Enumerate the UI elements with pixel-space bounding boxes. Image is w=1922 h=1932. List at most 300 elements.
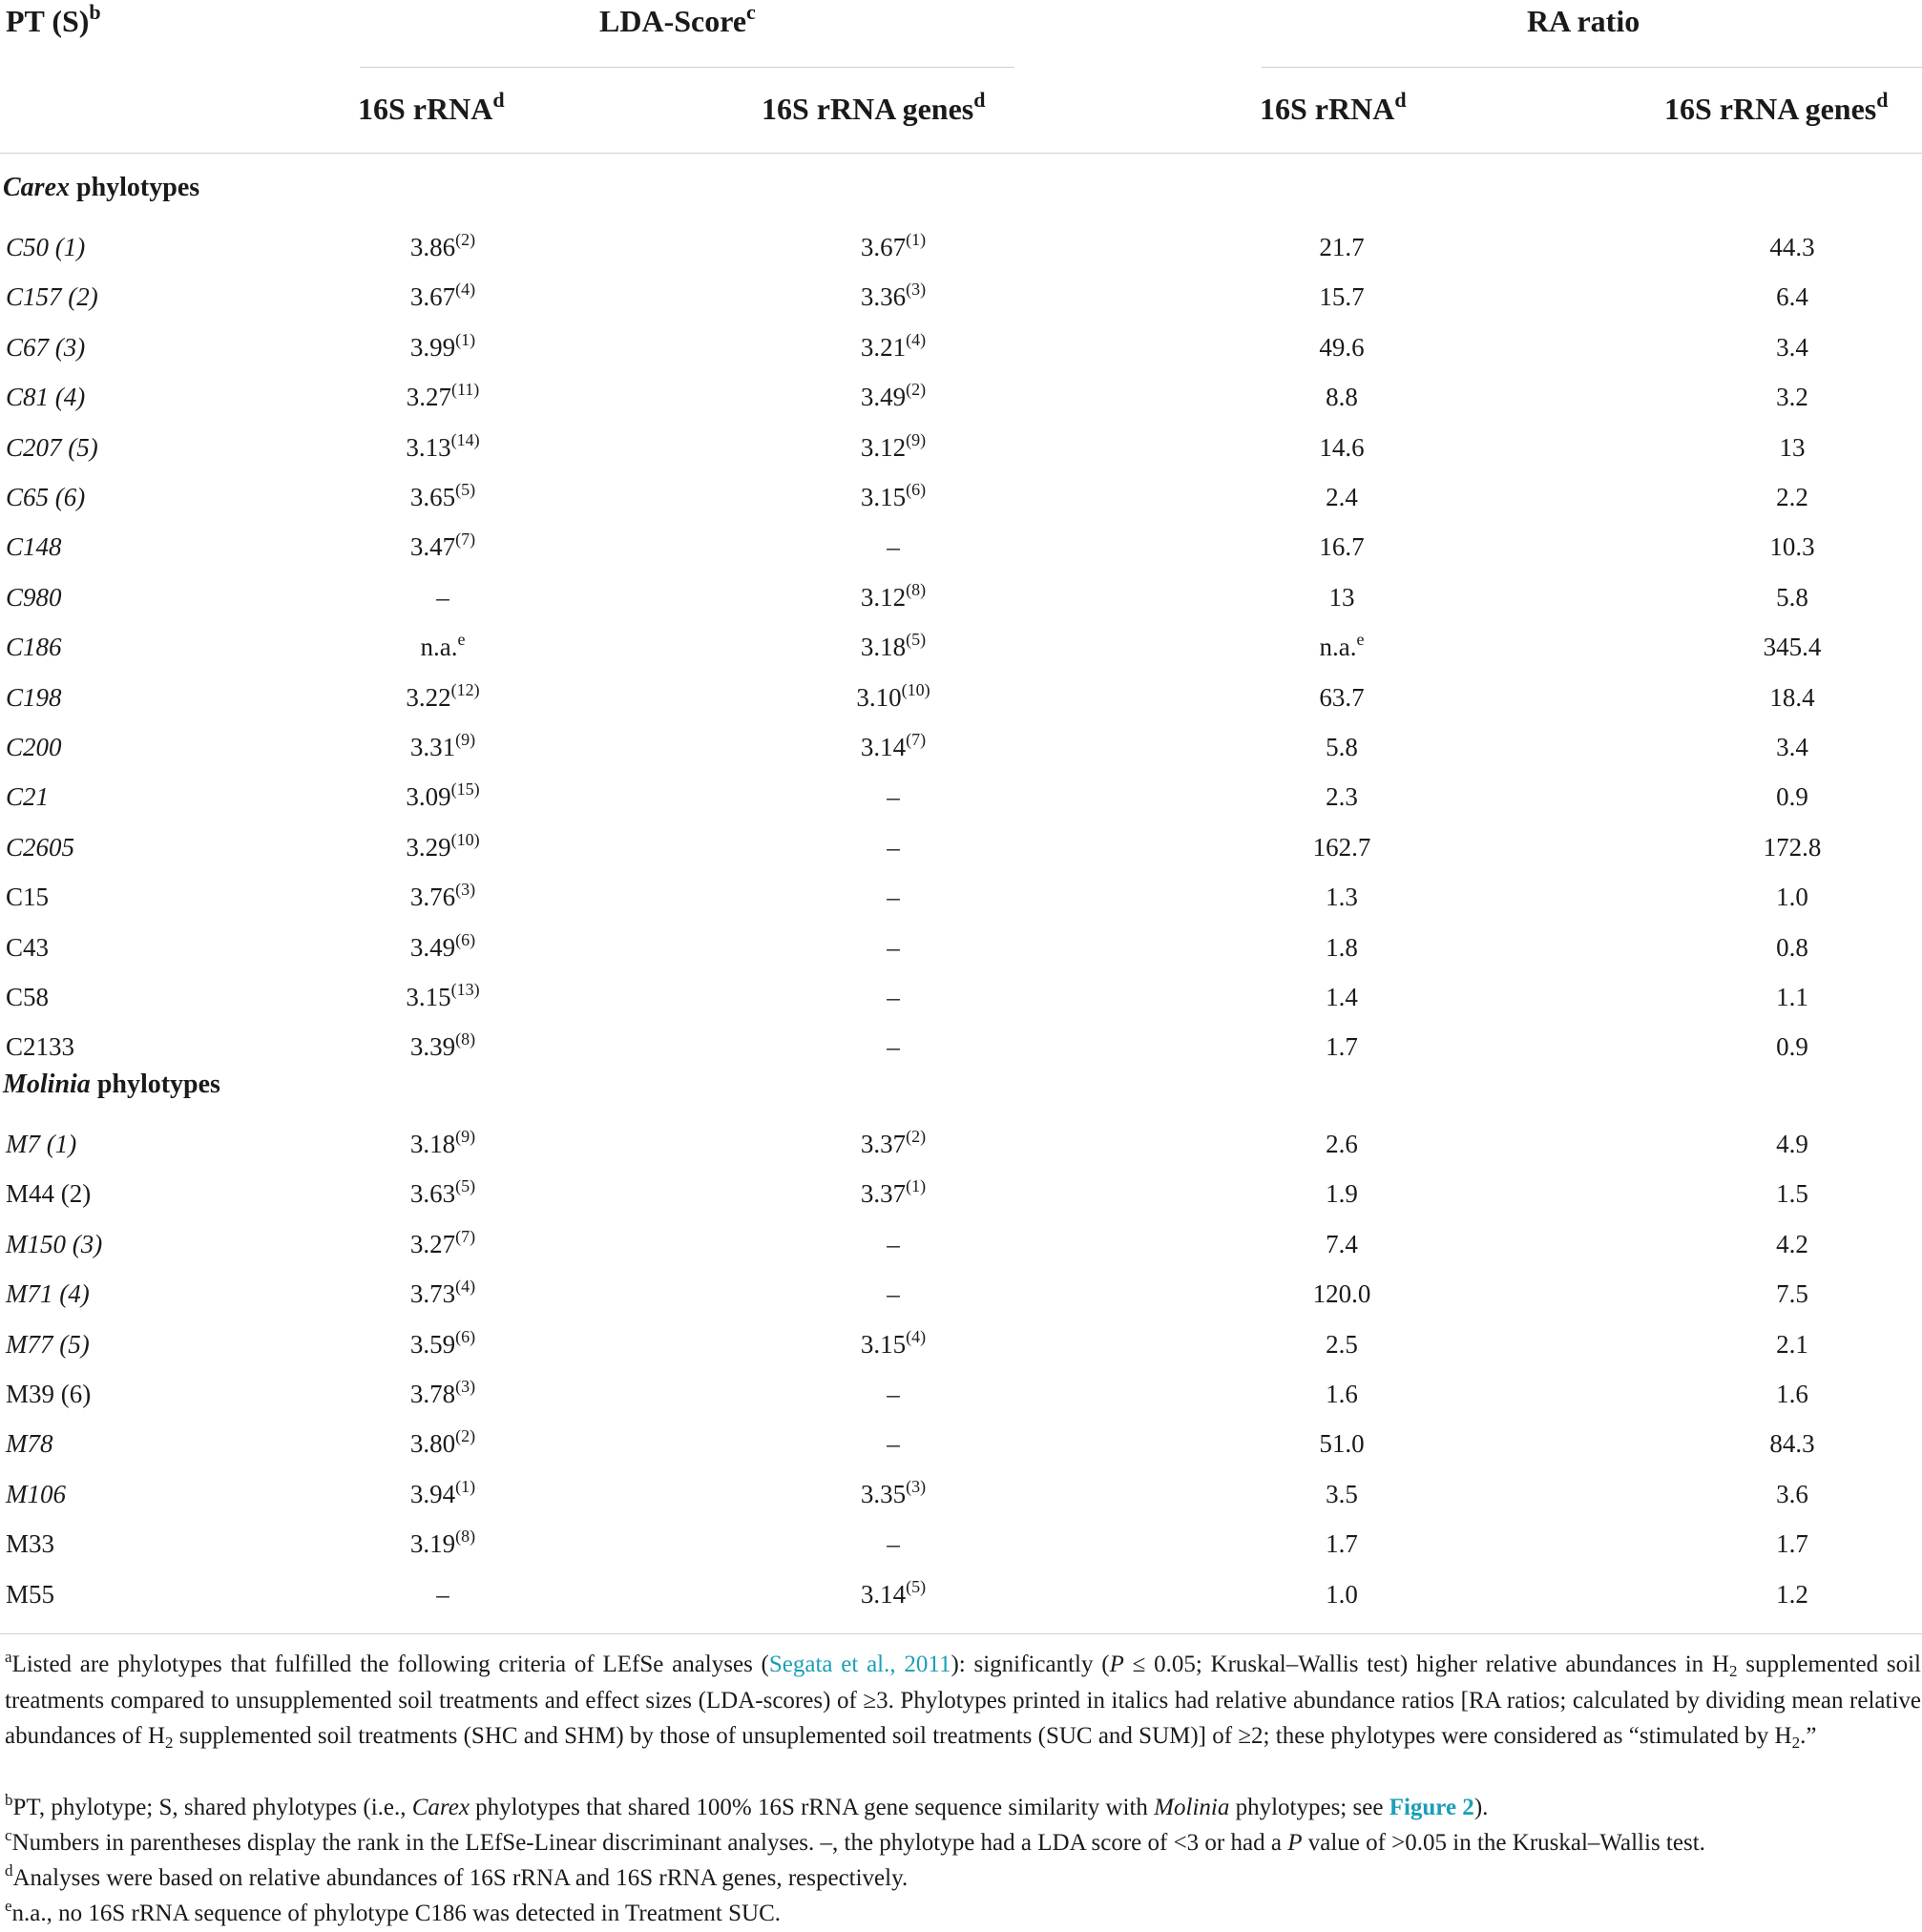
subheader-lda-genes-sup: d: [973, 88, 986, 112]
header-ra-label: RA ratio: [1527, 4, 1640, 38]
ra-genes-cell: [1776, 1219, 1808, 1269]
lda-rrna-cell: [410, 1319, 475, 1369]
ra-rrna-cell: [1319, 522, 1364, 571]
lda-rrna-cell: [407, 372, 480, 422]
ra-genes-value: 7.5: [1776, 1279, 1808, 1309]
lda-rrna-rank: (5): [455, 480, 476, 499]
lda-rrna-cell: [410, 222, 475, 272]
lda-rrna-value: 3.76: [409, 883, 456, 912]
lda-genes-cell: [861, 222, 926, 272]
lda-genes-value: –: [887, 782, 900, 812]
phylotype-name: M78: [6, 1429, 53, 1459]
table-row: [0, 1269, 1922, 1319]
header-lda-group: [599, 0, 756, 39]
lda-rrna-rank: (13): [450, 980, 480, 999]
lda-genes-cell: [861, 1119, 926, 1169]
footnote-a-text: supplemented soil treatments compared to unsupplemented soil treatments and effect sizes (LDA-scores) of ≥3. Phylotypes printed in italics had relative abundance ratios [RA ratios; calculated by dividing mean relative abundances of H: [5, 1652, 1921, 1749]
ra-genes-value: 18.4: [1769, 682, 1815, 712]
ra-genes-value: 0.9: [1776, 782, 1808, 812]
phylotype-name: C58: [6, 983, 50, 1011]
footnote-a-text: Listed are phylotypes that fulfilled the following criteria of LEfSe analyses (: [11, 1652, 769, 1677]
lda-rrna-value: 3.47: [409, 532, 456, 562]
lda-genes-rank: (2): [906, 380, 927, 400]
table-row: [0, 522, 1922, 571]
lda-rrna-value: 3.65: [409, 483, 456, 511]
section-genus: Carex: [3, 173, 70, 202]
lda-rrna-cell: [410, 1369, 475, 1419]
footnote-d-mark: d: [5, 1861, 13, 1880]
phylotype-name: M39 (6): [6, 1380, 92, 1408]
ra-rrna-value: 2.6: [1326, 1130, 1358, 1158]
lda-rrna-rank: (15): [450, 779, 480, 800]
lda-rrna-rank: (4): [455, 1277, 476, 1297]
subheader-ra-genes-label: 16S rRNA genes: [1664, 92, 1877, 126]
ra-rrna-value: 1.3: [1326, 883, 1358, 912]
subheader-ra-genes-sup: d: [1876, 88, 1889, 112]
ra-genes-cell: [1776, 1319, 1808, 1369]
subheader-lda-rrna: [358, 88, 505, 127]
subheader-lda-genes: [762, 88, 986, 127]
lda-genes-rank: (2): [906, 1127, 927, 1146]
lda-genes-value: 3.21: [860, 332, 907, 362]
lda-rrna-rank: (2): [455, 1426, 476, 1446]
lda-rrna-rank: (8): [455, 1527, 476, 1547]
lda-genes-cell: [861, 322, 926, 372]
ra-rrna-cell: [1326, 1119, 1358, 1169]
ra-rrna-value: 3.5: [1326, 1479, 1358, 1508]
table-row: [0, 1469, 1922, 1519]
citation-link[interactable]: Segata et al., 2011: [768, 1652, 951, 1677]
table-row: [0, 972, 1922, 1022]
footnote-b-mark: b: [5, 1791, 13, 1809]
ra-rrna-cell: [1326, 1569, 1358, 1619]
ra-genes-cell: [1776, 572, 1808, 622]
header-pt-label: PT (S): [6, 4, 90, 38]
ra-rrna-cell: [1326, 1319, 1358, 1369]
table-row: [0, 622, 1922, 672]
ra-genes-value: 345.4: [1763, 633, 1822, 662]
lda-rrna-rank: (11): [450, 380, 480, 400]
footnote-b: [5, 1790, 1921, 1826]
lda-rrna-value: 3.22: [406, 682, 451, 712]
lda-group-rule: [360, 67, 1014, 68]
section-heading: [3, 1070, 220, 1100]
table-bottom-rule: [0, 1633, 1922, 1634]
lda-rrna-rank: (2): [455, 230, 476, 249]
lda-genes-value: –: [887, 983, 900, 1011]
ra-genes-cell: [1764, 822, 1822, 872]
ra-genes-value: 2.1: [1776, 1329, 1808, 1359]
lda-genes-rank: (9): [906, 429, 927, 449]
lda-rrna-rank: (1): [455, 1476, 476, 1496]
lda-genes-cell: [861, 423, 926, 472]
phylotype-name: M77 (5): [6, 1329, 90, 1359]
lda-genes-value: 3.49: [860, 383, 907, 412]
lda-rrna-cell: [410, 1219, 475, 1269]
figure-link[interactable]: Figure 2: [1389, 1795, 1474, 1820]
lda-genes-cell: [887, 1519, 900, 1568]
lda-genes-value: 3.15: [860, 483, 907, 511]
ra-genes-cell: [1776, 1269, 1808, 1319]
ra-genes-cell: [1769, 673, 1814, 722]
lda-genes-rank: (3): [906, 1476, 927, 1496]
lda-rrna-cell: [410, 1469, 475, 1519]
lda-rrna-cell: [410, 872, 475, 922]
lda-genes-rank: (8): [906, 579, 927, 599]
footnote-a: [5, 1647, 1921, 1755]
phylotype-name: C81 (4): [6, 383, 86, 412]
ra-genes-cell: [1776, 1022, 1808, 1071]
ra-rrna-value: 13: [1328, 582, 1355, 612]
phylotype-name: C15: [6, 883, 50, 912]
ra-genes-cell: [1776, 1469, 1808, 1519]
ra-group-rule: [1262, 67, 1922, 68]
ra-genes-value: 4.2: [1776, 1229, 1808, 1258]
lda-rrna-value: 3.27: [406, 383, 451, 412]
lda-rrna-rank: (4): [455, 280, 476, 300]
footnote-e: [5, 1896, 1921, 1932]
section-genus: Molinia: [3, 1070, 91, 1099]
ra-rrna-cell: [1319, 673, 1364, 722]
header-bottom-rule: [0, 153, 1922, 154]
footnote-a-text: ): significantly (: [951, 1652, 1110, 1677]
ra-rrna-value: 1.4: [1326, 983, 1358, 1011]
lda-genes-cell: [887, 822, 900, 872]
lda-genes-rank: (7): [906, 730, 927, 749]
phylotype-name: M71 (4): [6, 1279, 90, 1309]
lda-rrna-cell: [410, 722, 475, 772]
lda-rrna-rank: (10): [450, 829, 480, 849]
ra-genes-cell: [1776, 872, 1808, 922]
ra-genes-value: 6.4: [1776, 282, 1808, 312]
footnote-b-text: phylotypes; see: [1229, 1795, 1389, 1820]
table-row: [0, 472, 1922, 522]
lda-genes-value: –: [887, 1380, 900, 1408]
table-row: [0, 1519, 1922, 1568]
table-row: [0, 923, 1922, 972]
ra-genes-cell: [1769, 222, 1814, 272]
ra-genes-value: 1.0: [1776, 883, 1808, 912]
table-row: [0, 272, 1922, 322]
table-row: [0, 772, 1922, 821]
lda-rrna-value: 3.73: [409, 1279, 456, 1309]
phylotype-name: M106: [6, 1479, 66, 1508]
footnote-e-mark: e: [5, 1897, 12, 1915]
table-row: [0, 872, 1922, 922]
ra-rrna-value: 2.4: [1326, 483, 1358, 511]
table-row: [0, 822, 1922, 872]
footnote-b-text: PT, phylotype; S, shared phylotypes (i.e.,: [12, 1795, 412, 1820]
lda-genes-value: 3.18: [860, 633, 907, 662]
ra-genes-value: 1.5: [1776, 1179, 1808, 1209]
ra-rrna-value: 8.8: [1326, 383, 1358, 412]
ra-genes-cell: [1776, 372, 1808, 422]
footnote-b-italic: Carex: [411, 1795, 470, 1820]
ra-genes-cell: [1776, 1519, 1808, 1568]
lda-genes-value: 3.37: [860, 1179, 907, 1209]
lda-rrna-value: 3.31: [409, 733, 456, 761]
ra-rrna-cell: [1326, 722, 1358, 772]
lda-genes-rank: (5): [906, 1576, 927, 1596]
lda-genes-rank: (1): [906, 230, 927, 249]
footnote-a-subscript: 2: [1728, 1662, 1738, 1680]
lda-rrna-cell: [410, 272, 475, 322]
ra-rrna-cell: [1319, 423, 1364, 472]
ra-genes-cell: [1776, 1569, 1808, 1619]
ra-rrna-value: 49.6: [1319, 332, 1365, 362]
ra-genes-value: 1.2: [1776, 1579, 1808, 1609]
lda-rrna-value: 3.86: [409, 233, 456, 261]
section-suffix: phylotypes: [90, 1070, 220, 1099]
header-lda-label: LDA-Score: [599, 4, 747, 38]
lda-genes-cell: [861, 472, 926, 522]
ra-rrna-value: 1.7: [1326, 1032, 1358, 1062]
ra-rrna-cell: [1326, 1022, 1358, 1071]
lda-rrna-value: 3.18: [409, 1130, 456, 1158]
phylotype-name: C43: [6, 932, 50, 962]
lda-rrna-value: 3.94: [409, 1479, 456, 1508]
lda-rrna-cell: [410, 923, 475, 972]
lda-genes-rank: (4): [906, 329, 927, 349]
ra-rrna-value: 16.7: [1319, 532, 1365, 562]
table-row: [0, 1169, 1922, 1218]
lda-rrna-cell: [421, 622, 466, 672]
ra-rrna-value: 14.6: [1319, 432, 1365, 462]
subheader-ra-rrna-label: 16S rRNA: [1260, 92, 1395, 126]
phylotype-name: M55: [6, 1579, 55, 1609]
lda-rrna-value: 3.59: [409, 1329, 456, 1359]
footnote-a-mark: a: [5, 1648, 12, 1666]
lda-rrna-rank: (7): [455, 530, 476, 550]
lda-rrna-cell: [406, 822, 479, 872]
phylotype-name: C2133: [6, 1032, 75, 1062]
table-row: [0, 1419, 1922, 1468]
ra-rrna-cell: [1319, 222, 1364, 272]
lda-genes-value: –: [887, 1279, 900, 1309]
ra-genes-value: 3.2: [1776, 383, 1808, 412]
ra-genes-cell: [1769, 522, 1814, 571]
ra-rrna-value: 51.0: [1319, 1429, 1365, 1459]
table-row: [0, 1022, 1922, 1071]
ra-rrna-value: 1.0: [1326, 1579, 1358, 1609]
lda-rrna-rank: (12): [450, 679, 480, 699]
lda-rrna-cell: [410, 1419, 475, 1468]
subheader-ra-rrna: [1260, 88, 1407, 127]
table-row: [0, 1369, 1922, 1419]
lda-rrna-value: 3.29: [406, 832, 451, 862]
phylotype-name: C157 (2): [6, 282, 98, 312]
lda-genes-value: –: [887, 532, 900, 562]
ra-rrna-cell: [1313, 822, 1371, 872]
ra-rrna-cell: [1320, 622, 1365, 672]
header-ra-group: [1527, 4, 1640, 39]
lda-genes-value: 3.14: [860, 733, 907, 761]
phylotype-name: C67 (3): [6, 332, 86, 362]
ra-rrna-cell: [1326, 472, 1358, 522]
ra-genes-value: 13: [1779, 432, 1806, 462]
ra-genes-cell: [1776, 923, 1808, 972]
lda-genes-value: –: [887, 1429, 900, 1459]
lda-genes-cell: [856, 673, 930, 722]
table-row: [0, 1219, 1922, 1269]
ra-rrna-value: 1.8: [1326, 932, 1358, 962]
lda-rrna-value: 3.80: [409, 1429, 456, 1459]
lda-rrna-value: 3.19: [409, 1529, 456, 1559]
lda-genes-cell: [887, 1369, 900, 1419]
ra-rrna-cell: [1329, 572, 1355, 622]
lda-rrna-rank: (8): [455, 1029, 476, 1049]
lda-genes-cell: [887, 872, 900, 922]
ra-genes-cell: [1776, 272, 1808, 322]
lda-genes-cell: [861, 372, 926, 422]
ra-rrna-value: 2.5: [1326, 1329, 1358, 1359]
lda-rrna-cell: [406, 772, 479, 821]
footnote-b-italic: Molinia: [1154, 1795, 1230, 1820]
lda-genes-cell: [887, 522, 900, 571]
lda-rrna-rank: e: [457, 630, 466, 650]
lda-rrna-cell: [410, 522, 475, 571]
lda-genes-value: 3.14: [860, 1579, 907, 1609]
ra-genes-value: 44.3: [1769, 233, 1815, 261]
lda-rrna-rank: (7): [455, 1226, 476, 1246]
lda-genes-value: 3.67: [860, 233, 907, 261]
footnote-e-text: n.a., no 16S rRNA sequence of phylotype C186 was detected in Treatment SUC.: [11, 1901, 782, 1926]
lda-rrna-cell: [406, 423, 479, 472]
lda-rrna-cell: [410, 1519, 475, 1568]
phylotype-name: C980: [6, 582, 62, 612]
header-pt: [6, 0, 101, 39]
lda-genes-rank: (4): [906, 1326, 927, 1346]
table-row: [0, 372, 1922, 422]
ra-genes-value: 1.6: [1776, 1380, 1808, 1408]
ra-rrna-value: 15.7: [1319, 282, 1365, 312]
lda-genes-value: 3.12: [860, 432, 907, 462]
lda-genes-cell: [887, 1219, 900, 1269]
lda-rrna-rank: (6): [455, 929, 476, 949]
table-row: [0, 322, 1922, 372]
lda-genes-cell: [887, 772, 900, 821]
lda-genes-rank: (3): [906, 280, 927, 300]
phylotype-name: C207 (5): [6, 432, 98, 462]
lda-rrna-cell: [436, 572, 449, 622]
ra-genes-cell: [1764, 622, 1822, 672]
lda-rrna-value: 3.09: [406, 782, 451, 812]
footnote-b-text: phylotypes that shared 100% 16S rRNA gene sequence similarity with: [469, 1795, 1155, 1820]
lda-genes-rank: (5): [906, 630, 927, 650]
lda-genes-cell: [861, 1569, 926, 1619]
ra-genes-cell: [1780, 423, 1806, 472]
lda-genes-value: –: [887, 883, 900, 912]
ra-genes-cell: [1776, 1169, 1808, 1218]
lda-genes-value: 3.36: [860, 282, 907, 312]
ra-genes-value: 3.4: [1776, 733, 1808, 761]
subheader-lda-rrna-label: 16S rRNA: [358, 92, 493, 126]
ra-rrna-value: 21.7: [1319, 233, 1365, 261]
lda-rrna-value: 3.15: [406, 983, 451, 1011]
phylotype-name: C50 (1): [6, 233, 86, 261]
ra-genes-cell: [1776, 772, 1808, 821]
ra-genes-value: 2.2: [1776, 483, 1808, 511]
lda-rrna-value: 3.78: [409, 1380, 456, 1408]
lda-rrna-rank: (14): [450, 429, 480, 449]
lda-rrna-cell: [410, 322, 475, 372]
ra-genes-value: 10.3: [1769, 532, 1815, 562]
ra-rrna-cell: [1326, 1219, 1358, 1269]
ra-genes-value: 3.6: [1776, 1479, 1808, 1508]
phylotype-name: C2605: [6, 832, 75, 862]
subheader-ra-genes: [1664, 88, 1889, 127]
ra-genes-cell: [1776, 972, 1808, 1022]
footnote-c: [5, 1825, 1921, 1861]
lda-genes-cell: [861, 622, 926, 672]
section-suffix: phylotypes: [70, 173, 200, 202]
ra-genes-cell: [1776, 472, 1808, 522]
footnote-d: [5, 1860, 1921, 1897]
lda-genes-cell: [861, 1169, 926, 1218]
lda-rrna-cell: [410, 472, 475, 522]
lda-rrna-value: 3.13: [406, 432, 451, 462]
lda-rrna-cell: [410, 1022, 475, 1071]
lda-genes-value: 3.37: [860, 1130, 907, 1158]
table-row: [0, 1119, 1922, 1169]
ra-genes-cell: [1776, 1119, 1808, 1169]
lda-genes-value: –: [887, 932, 900, 962]
lda-genes-value: 3.10: [856, 682, 902, 712]
table-row: [0, 572, 1922, 622]
lda-genes-value: 3.35: [860, 1479, 907, 1508]
ra-rrna-cell: [1326, 923, 1358, 972]
ra-rrna-cell: [1326, 1519, 1358, 1568]
ra-rrna-cell: [1313, 1269, 1371, 1319]
lda-genes-cell: [861, 722, 926, 772]
lda-rrna-cell: [410, 1169, 475, 1218]
lda-genes-cell: [887, 1022, 900, 1071]
ra-rrna-value: n.a.: [1319, 633, 1357, 662]
lda-rrna-cell: [406, 673, 479, 722]
ra-genes-cell: [1776, 722, 1808, 772]
section-heading: [3, 173, 199, 203]
footnote-d-text: Analyses were based on relative abundances of 16S rRNA and 16S rRNA genes, respectively.: [12, 1865, 909, 1891]
lda-rrna-rank: (9): [455, 1127, 476, 1146]
ra-rrna-cell: [1326, 372, 1358, 422]
lda-rrna-cell: [436, 1569, 449, 1619]
lda-rrna-value: 3.49: [409, 932, 456, 962]
lda-genes-cell: [887, 1269, 900, 1319]
lda-genes-value: –: [887, 1229, 900, 1258]
footnote-a-subscript: 2: [165, 1734, 174, 1752]
ra-rrna-cell: [1326, 1169, 1358, 1218]
footnote-b-text: ).: [1473, 1795, 1489, 1820]
header-pt-sup: b: [89, 0, 101, 24]
ra-rrna-cell: [1319, 322, 1364, 372]
lda-rrna-value: 3.39: [409, 1032, 456, 1062]
lda-rrna-cell: [410, 1119, 475, 1169]
ra-genes-cell: [1769, 1419, 1814, 1468]
lda-rrna-rank: (1): [455, 329, 476, 349]
ra-genes-value: 5.8: [1776, 582, 1808, 612]
phylotype-name: M150 (3): [6, 1229, 103, 1258]
footnote-c-italic: P: [1287, 1830, 1303, 1856]
lda-genes-cell: [887, 972, 900, 1022]
lda-genes-cell: [861, 272, 926, 322]
ra-genes-cell: [1776, 1369, 1808, 1419]
lda-rrna-cell: [406, 972, 479, 1022]
table-row: [0, 1569, 1922, 1619]
lda-genes-cell: [861, 1469, 926, 1519]
lda-rrna-value: –: [436, 1579, 449, 1609]
lda-rrna-rank: (3): [455, 1377, 476, 1396]
ra-genes-value: 3.4: [1776, 332, 1808, 362]
